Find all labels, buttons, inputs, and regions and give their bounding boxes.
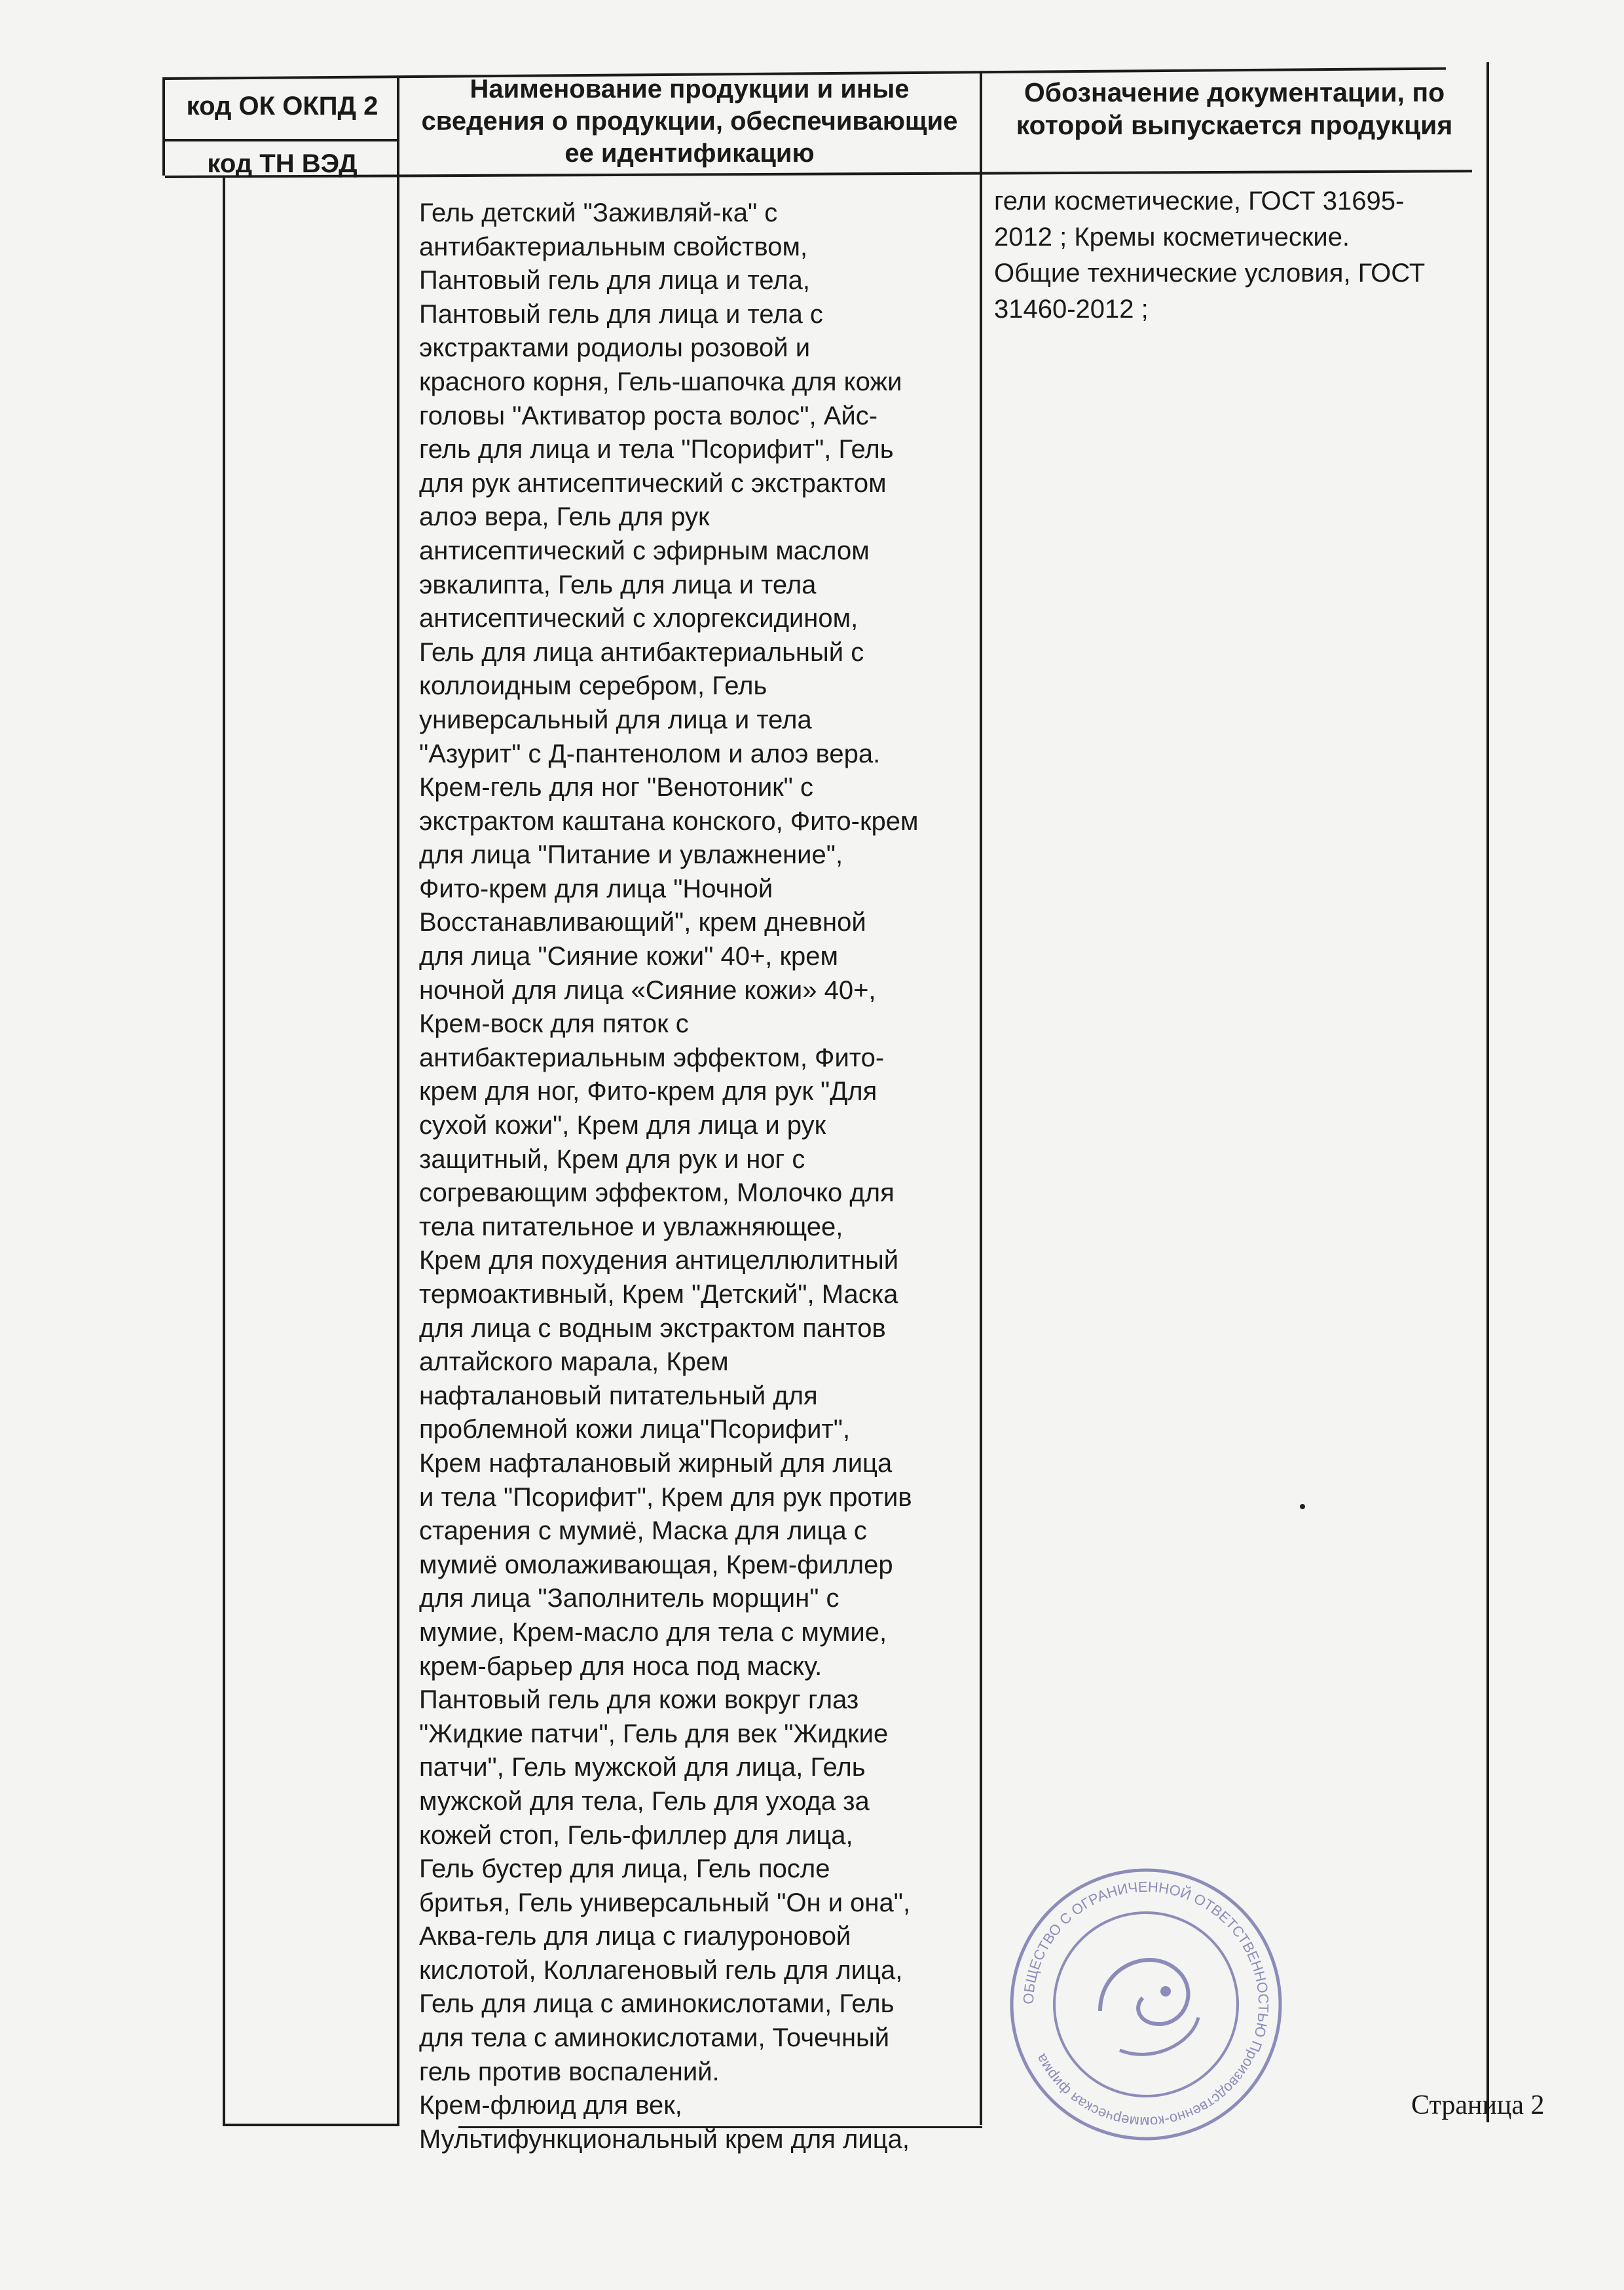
product-description: Гель детский "Заживляй-ка" с антибактериальным свойством, Пантовый гель для лица и тела, Пантовый гель для лица и тела с экстрактами родиолы розовой и красного корня, Гель-шапочка для кожи головы "Активатор роста волос", Айс- гель для лица и тела "Псорифит", Гель для рук антисептический с экстрактом алоэ вера, Гель для рук антисептический с эфирным маслом эвкалипта, Гель для лица и тела антисептический с хлоргексидином, Гель для лица антибактериальный с коллоидным серебром, Гель универсальный для лица и тела "Азурит" с Д-пантенолом и алоэ вера. Крем-гель для ног "Венотоник" с экстрактом каштана конского, Фито-крем для лица "Питание и увлажнение", Фито-крем для лица "Ночной Восстанавливающий", крем дневной для лица "Сияние кожи" 40+, крем ночной для лица «Сияние кожи» 40+, Крем-воск для пяток с антибактериальным эффектом, Фито- крем для ног, Фито-крем для рук "Для сухой кожи", Крем для лица и рук защитный, Крем для рук и ног с согревающим эффектом, Молочко для тела питательное и увлажняющее, Крем для похудения антицеллюлитный термоактивный, Крем "Детский", Маска для лица с водным экстрактом пантов алтайского марала, Крем нафталановый питательный для проблемной кожи лица"Псорифит", Крем нафталановый жирный для лица и тела "Псорифит", Крем для рук против старения с мумиё, Маска для лица с мумиё омолаживающая, Крем-филлер для лица "Заполнитель морщин" с мумие, Крем-масло для тела с мумие, крем-барьер для носа под маску. Пантовый гель для кожи вокруг глаз "Жидкие патчи", Гель для век "Жидкие патчи", Гель мужской для лица, Гель мужской для тела, Гель для ухода за кожей стоп, Гель-филлер для лица, Гель бустер для лица, Гель после бритья, Гель универсальный "Он и она", Аква-гель для лица с гиалуроновой кислотой, Коллагеновый гель для лица, Гель для лица с аминокислотами, Гель для тела с аминокислотами, Точечный гель против воспалений. Крем-флюид для век, Мультифункциональный крем для лица, xyxy=(419,198,919,2154)
col1-left-border xyxy=(223,176,225,2125)
documentation-reference: гели косметические, ГОСТ 31695- 2012 ; Кремы косметические. Общие технические условия, ГОСТ 31460-2012 ; xyxy=(994,187,1426,324)
header-okpd-code: код ОК ОКПД 2 xyxy=(186,92,378,121)
table-left-border xyxy=(162,77,165,176)
company-seal-stamp xyxy=(1002,1860,1290,2149)
col1-bottom-border xyxy=(223,2124,399,2126)
svg-text:ОБЩЕСТВО С ОГРАНИЧЕННОЙ ОТВЕТС xyxy=(1020,1879,1272,2130)
header-divider-col1 xyxy=(165,139,398,141)
header-product-name: Наименование продукции и иные сведения о продукции, обеспечивающие ее идентификацию xyxy=(421,75,958,168)
scan-speck xyxy=(1300,1504,1305,1509)
header-documentation: Обозначение документации, по которой выпускается продукция xyxy=(1016,77,1453,140)
table-right-border xyxy=(1486,62,1489,2122)
page-number: Страница 2 xyxy=(1411,2090,1545,2120)
col1-right-border xyxy=(397,77,399,2125)
header-tnved-code: код ТН ВЭД xyxy=(207,149,358,178)
seal-ring-text: ОБЩЕСТВО С ОГРАНИЧЕННОЙ ОТВЕТСТВЕННОСТЬЮ Производственно-коммерческая фирма xyxy=(1020,1878,1272,2131)
